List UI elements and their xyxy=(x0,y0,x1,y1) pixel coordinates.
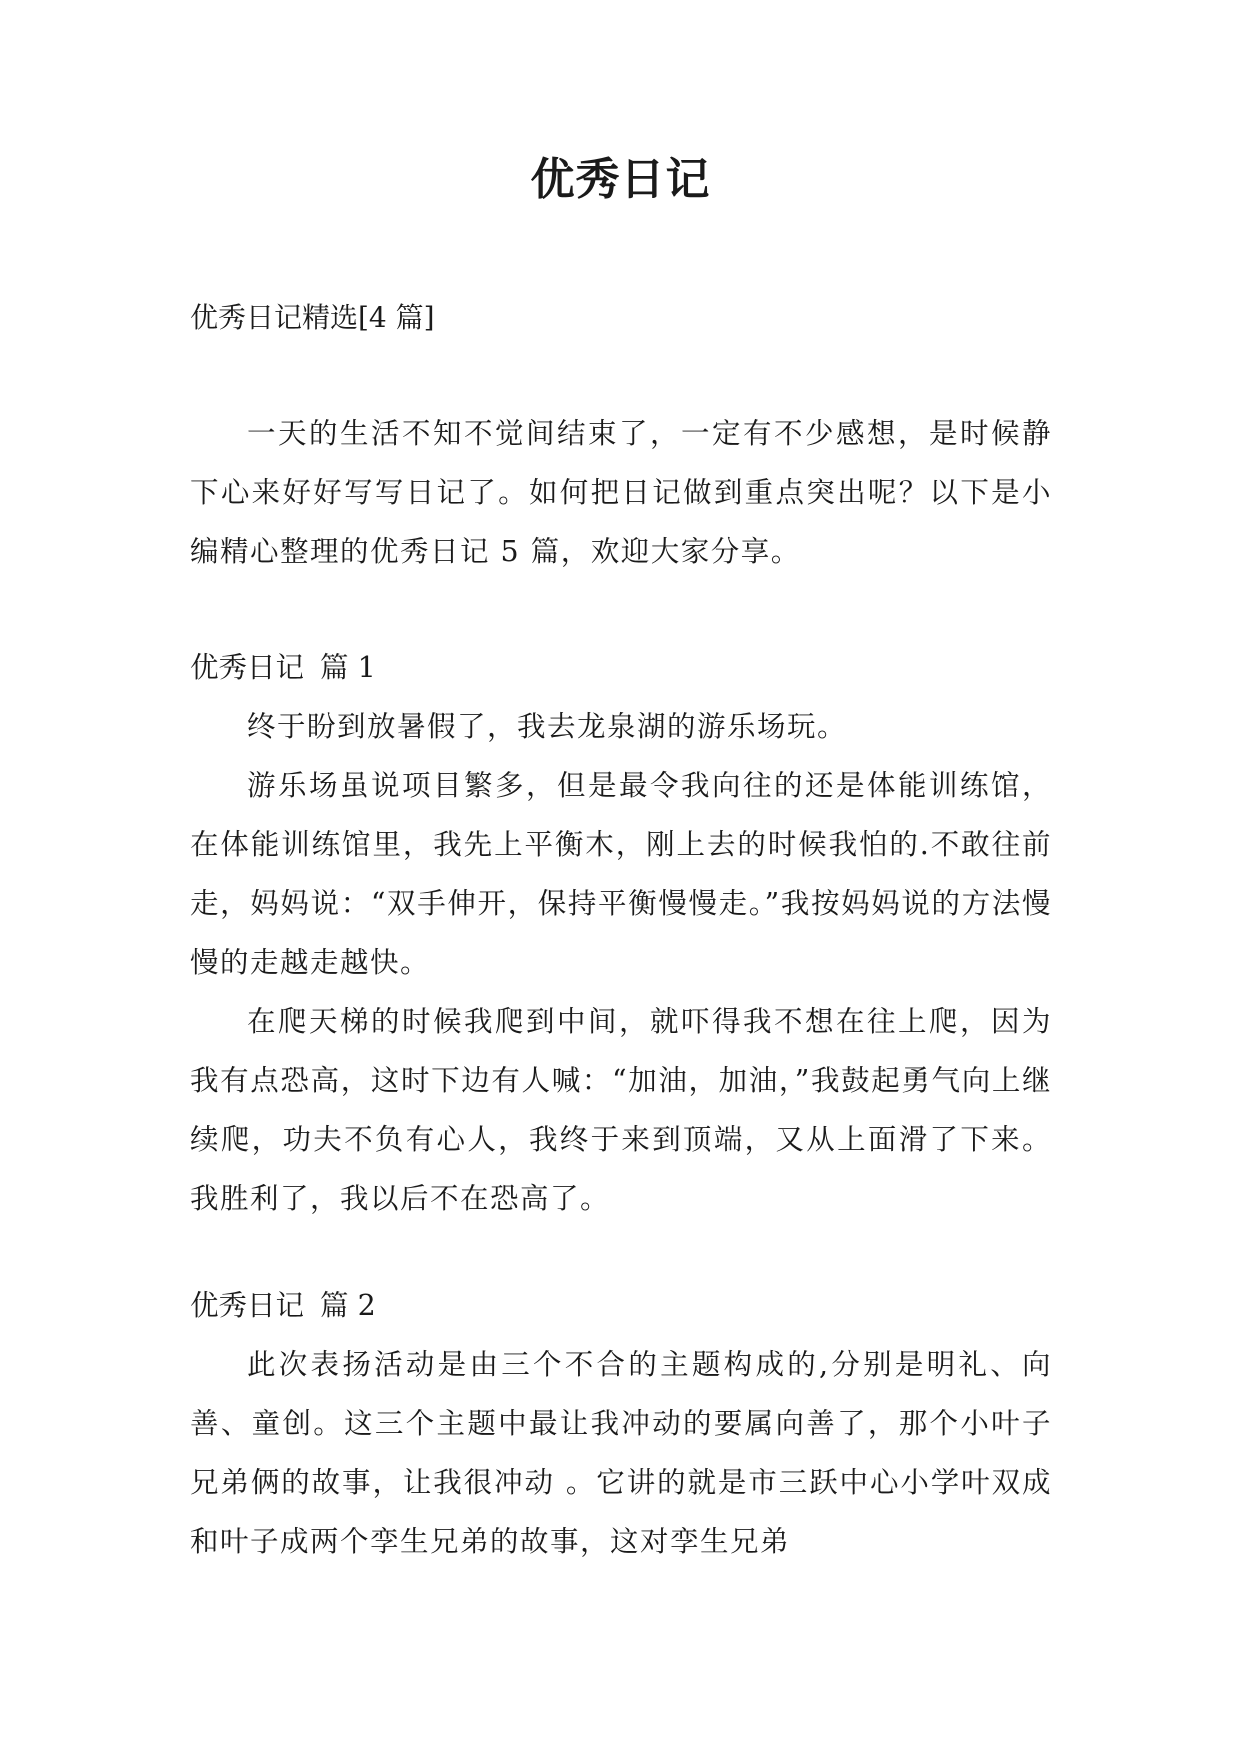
document-title: 优秀日记 xyxy=(530,154,711,205)
section-heading-title: 优秀日记 xyxy=(190,1289,305,1322)
document-subtitle: 优秀日记精选[4 篇] xyxy=(190,301,435,334)
spacer xyxy=(190,347,1052,404)
document-body xyxy=(190,288,1052,1571)
intro-paragraph: 一天的生活不知不觉间结束了，一定有不少感想，是时候静下心来好好写写日记了。如何把日记做到重点突出呢？以下是小编精心整理的优秀日记 5 篇，欢迎大家分享。 xyxy=(190,417,1052,568)
section-paragraph: 游乐场虽说项目繁多，但是最令我向往的还是体能训练馆，在体能训练馆里，我先上平衡木，刚上去的时候我怕的.不敢往前走，妈妈说：“双手伸开，保持平衡慢慢走。”我按妈妈说的方法慢慢的走越走越快。 xyxy=(190,769,1052,979)
spacer xyxy=(190,581,1052,638)
spacer xyxy=(190,1228,1052,1276)
section-heading-title: 优秀日记 xyxy=(190,651,305,684)
section-paragraph: 在爬天梯的时候我爬到中间，就吓得我不想在往上爬，因为我有点恐高，这时下边有人喊：“加油，加油，”我鼓起勇气向上继续爬，功夫不负有心人，我终于来到顶端，又从上面滑了下来。我胜利了，我以后不在恐高了。 xyxy=(190,1005,1052,1215)
section-paragraph: 终于盼到放暑假了，我去龙泉湖的游乐场玩。 xyxy=(247,710,848,743)
section-heading xyxy=(190,1276,1052,1335)
section-heading-number: 篇 2 xyxy=(320,1289,376,1322)
section-paragraph: 此次表扬活动是由三个不合的主题构成的,分别是明礼、向善、童创。这三个主题中最让我冲动的要属向善了，那个小叶子兄弟俩的故事，让我很冲动 。它讲的就是市三跃中心小学叶双成和叶子成两个孪生兄弟的故事，这对孪生兄弟 xyxy=(190,1348,1052,1558)
section-heading xyxy=(190,638,1052,697)
section-heading-number: 篇 1 xyxy=(320,651,376,684)
